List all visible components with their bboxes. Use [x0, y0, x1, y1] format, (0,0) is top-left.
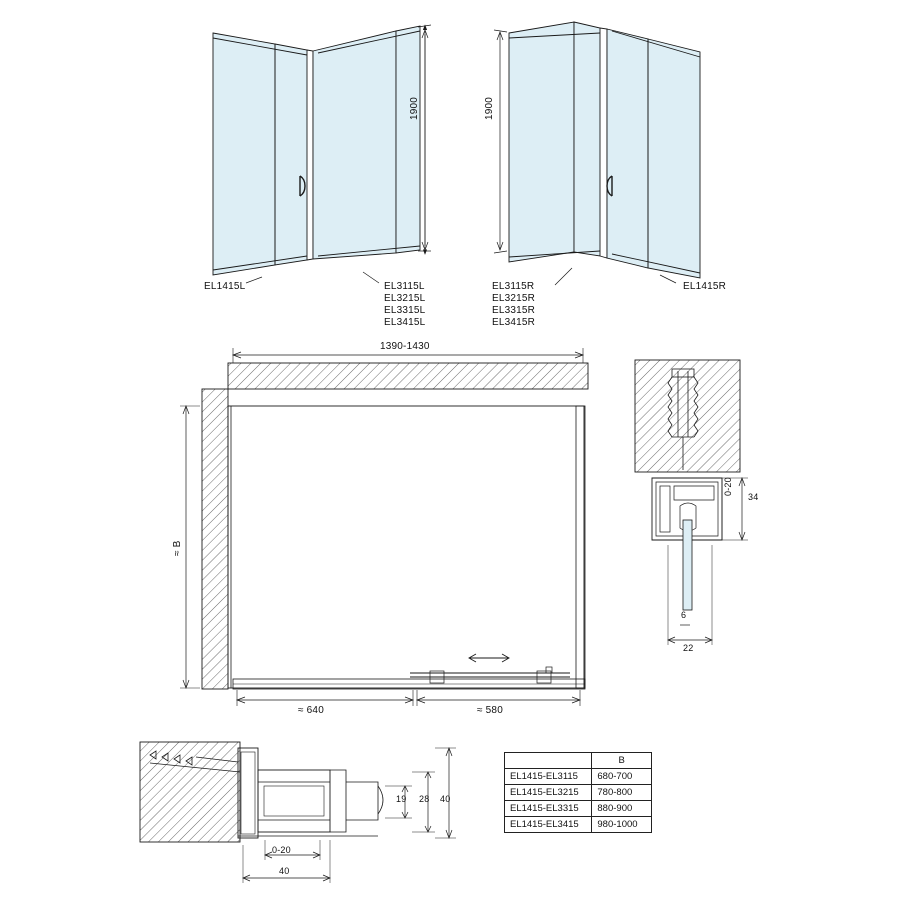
left-view-door-label-4: EL3415L — [384, 317, 426, 328]
detail-bottom-dimension-0-20: 0-20 — [272, 845, 291, 855]
table-row — [505, 769, 652, 785]
left-view-door-label-2: EL3215L — [384, 293, 426, 304]
right-view-height-dimension: 1900 — [484, 96, 495, 120]
table-header-blank — [505, 753, 592, 769]
left-view-door-label-3: EL3315L — [384, 305, 426, 316]
table-cell-value: 780-800 — [592, 785, 652, 801]
table-row — [505, 817, 652, 833]
table-cell-value: 880-900 — [592, 801, 652, 817]
table-cell-value: 980-1000 — [592, 817, 652, 833]
left-view-side-label: EL1415L — [204, 281, 246, 292]
table-row — [505, 801, 652, 817]
table-cell-model: EL1415-EL3215 — [505, 785, 592, 801]
table-header-row — [505, 753, 652, 769]
plan-bottom-dimension-left: ≈ 640 — [298, 705, 324, 716]
left-view-height-dimension: 1900 — [409, 96, 420, 120]
right-view-side-label: EL1415R — [683, 281, 727, 292]
left-view-door-label-1: EL3115L — [384, 281, 425, 292]
detail-bottom-dimension-28: 28 — [419, 794, 430, 804]
table-cell-value: 680-700 — [592, 769, 652, 785]
plan-side-dimension: ≈ B — [172, 540, 183, 556]
detail-right-dimension-34: 34 — [748, 492, 759, 502]
detail-right-dimension-22: 22 — [683, 643, 694, 653]
detail-bottom-dimension-19: 19 — [396, 794, 407, 804]
table-row — [505, 785, 652, 801]
right-view-door-label-2: EL3215R — [492, 293, 536, 304]
plan-top-dimension: 1390-1430 — [380, 341, 430, 352]
detail-bottom-dimension-40b: 40 — [279, 866, 290, 876]
right-view-door-label-4: EL3415R — [492, 317, 536, 328]
right-view-door-label-3: EL3315R — [492, 305, 536, 316]
plan-bottom-dimension-right: ≈ 580 — [477, 705, 503, 716]
spec-table — [504, 752, 652, 833]
detail-right-dimension-0-20: 0-20 — [723, 477, 733, 496]
table-header-b: B — [592, 753, 652, 769]
table-cell-model: EL1415-EL3415 — [505, 817, 592, 833]
detail-right-dimension-6: 6 — [681, 610, 687, 620]
right-view-door-label-1: EL3115R — [492, 281, 535, 292]
detail-bottom-dimension-40: 40 — [440, 794, 451, 804]
table-cell-model: EL1415-EL3115 — [505, 769, 592, 785]
table-cell-model: EL1415-EL3315 — [505, 801, 592, 817]
